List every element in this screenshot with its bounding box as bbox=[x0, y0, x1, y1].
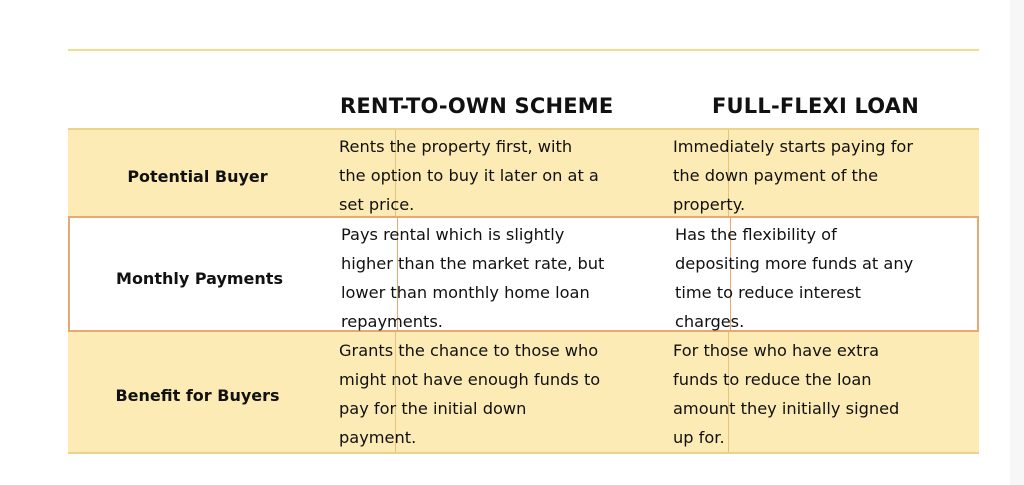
cell-full-flexi: Has the flexibility of depositing more funds at any time to reduce interest charges. bbox=[675, 225, 914, 331]
column-header-rent-to-own: RENT-TO-OWN SCHEME bbox=[340, 94, 614, 118]
row-label: Potential Buyer bbox=[127, 167, 268, 186]
cell-full-flexi: Immediately starts paying for the down payment of the property. bbox=[673, 137, 913, 214]
top-divider bbox=[68, 49, 979, 51]
column-header-full-flexi: FULL-FLEXI LOAN bbox=[712, 94, 920, 118]
cell-rent-to-own: Rents the property first, with the option to buy it later on at a set price. bbox=[339, 137, 599, 214]
row-label: Benefit for Buyers bbox=[115, 386, 280, 405]
cell-rent-to-own: Grants the chance to those who might not have enough funds to pay for the initial down payment. bbox=[339, 341, 601, 447]
table-row-potential-buyer bbox=[68, 128, 979, 218]
row-label: Monthly Payments bbox=[116, 269, 283, 288]
table-row-benefit-for-buyers bbox=[68, 332, 979, 454]
cell-rent-to-own: Pays rental which is slightly higher than the market rate, but lower than monthly home loan repayments. bbox=[341, 225, 605, 331]
cell-full-flexi: For those who have extra funds to reduce the loan amount they initially signed up for. bbox=[673, 341, 900, 447]
window-edge bbox=[1010, 0, 1024, 485]
table-row-monthly-payments bbox=[68, 216, 979, 332]
